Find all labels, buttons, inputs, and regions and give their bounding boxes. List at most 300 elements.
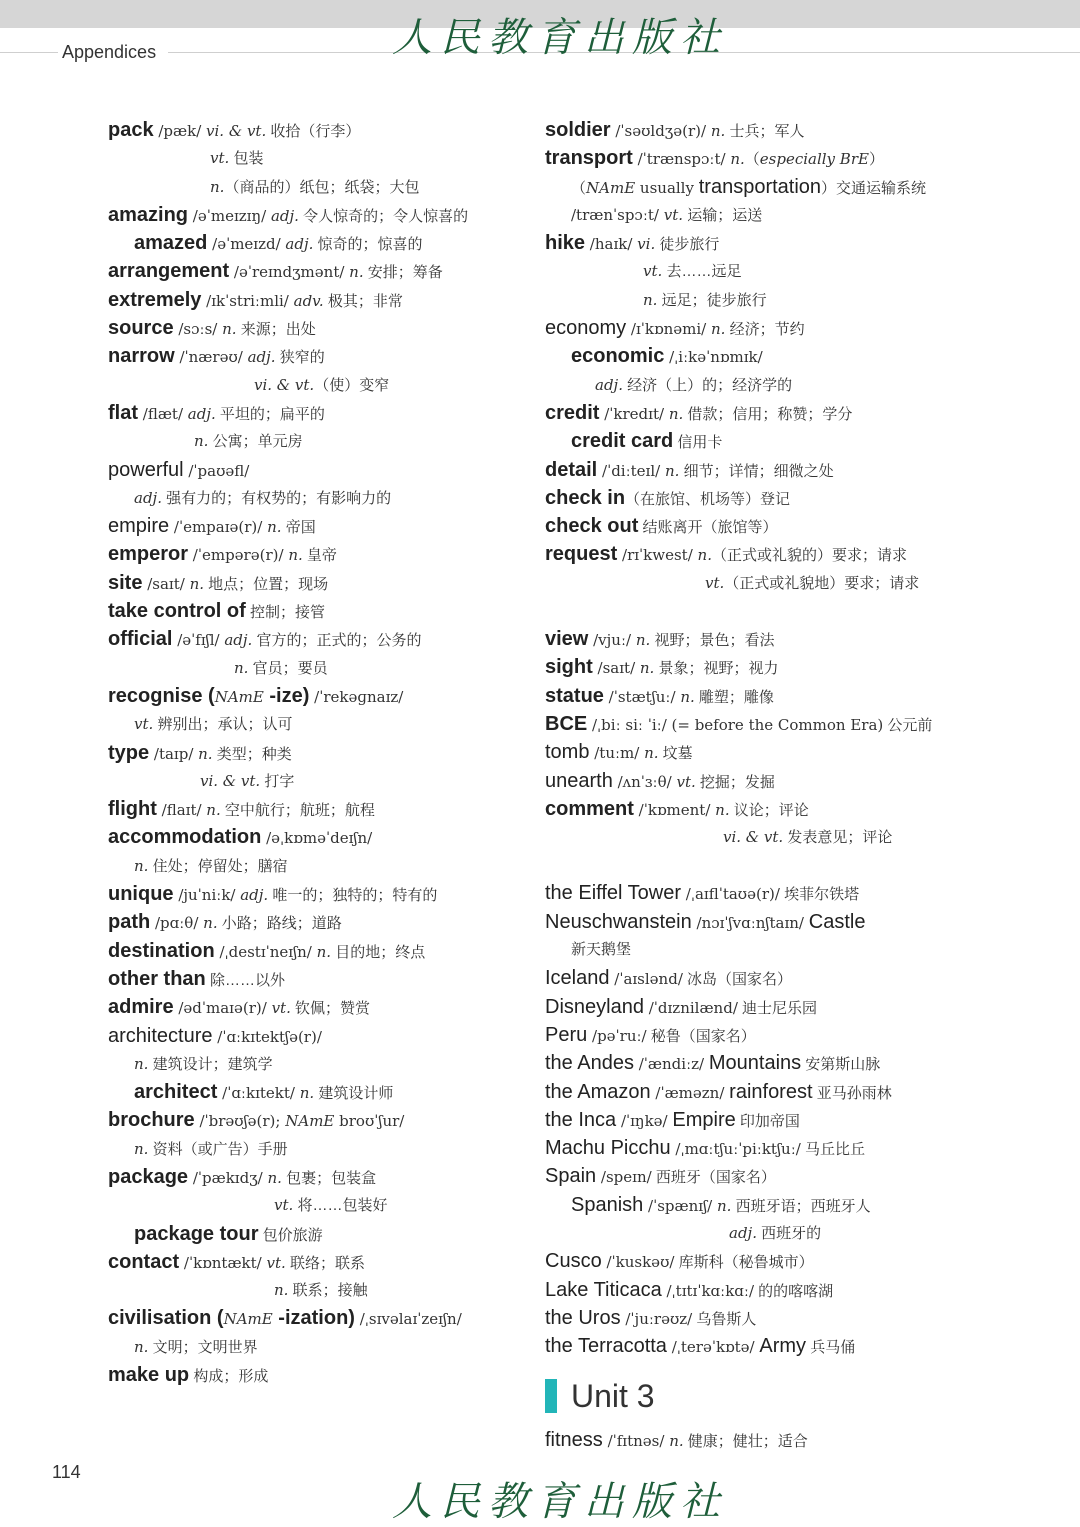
glossary-entry xyxy=(108,852,528,880)
phonetic: /əˌkɒməˈdeɪʃn/ xyxy=(261,829,373,848)
headword: economic xyxy=(571,345,665,368)
glossary-entry xyxy=(108,512,528,540)
entry-spacer xyxy=(545,597,1045,625)
headword: Spanish xyxy=(571,1193,644,1216)
glossary-entry xyxy=(545,314,1045,342)
glossary-entry xyxy=(545,144,1045,172)
glossary-entry xyxy=(545,879,1045,907)
glossary-entry xyxy=(545,1219,1045,1247)
phonetic: /ˈændiːz/ xyxy=(633,1055,709,1074)
phonetic: /saɪt/ xyxy=(142,574,190,593)
glossary-entry xyxy=(108,767,528,795)
headword: the Eiffel Tower xyxy=(545,882,682,905)
headword: path xyxy=(108,911,151,934)
glossary-entry xyxy=(545,342,1045,370)
headword: source xyxy=(108,317,174,340)
part-of-speech: vt. xyxy=(643,262,663,281)
part-of-speech: NAmE xyxy=(285,1112,335,1131)
part-of-speech: especially BrE xyxy=(759,150,869,169)
glossary-entry xyxy=(545,1247,1045,1275)
phonetic: /ʌnˈɜːθ/ xyxy=(612,772,677,791)
phonetic: /ˈempərə(r)/ xyxy=(188,546,289,565)
headword: tomb xyxy=(545,741,590,764)
part-of-speech: vi. xyxy=(637,235,656,254)
glossary-entry xyxy=(108,795,528,823)
part-of-speech: NAmE xyxy=(223,1310,273,1329)
phonetic: /tuːm/ xyxy=(589,744,645,763)
glossary-entry xyxy=(108,569,528,597)
definition: 经济；节约 xyxy=(725,321,805,339)
definition: （ xyxy=(571,179,587,197)
phonetic: /trænˈspɔːt/ xyxy=(571,205,664,224)
headword: pack xyxy=(108,119,154,141)
part-of-speech: n. xyxy=(635,631,651,650)
headword: transport xyxy=(545,147,633,170)
glossary-entry xyxy=(545,1332,1045,1360)
glossary-entry xyxy=(545,1021,1045,1049)
headword: rainforest xyxy=(729,1080,813,1103)
headword: detail xyxy=(545,458,598,481)
definition: 亚马孙雨林 xyxy=(812,1084,892,1102)
glossary-entry xyxy=(108,399,528,427)
definition: 健康；健壮；适合 xyxy=(683,1433,808,1451)
headword: powerful xyxy=(108,458,184,481)
headword: accommodation xyxy=(108,826,262,849)
part-of-speech: n. xyxy=(134,1337,149,1356)
entry-spacer xyxy=(545,851,1045,879)
headword: flight xyxy=(108,798,157,821)
definition: 联系；接触 xyxy=(288,1282,368,1300)
glossary-entry xyxy=(545,682,1045,710)
phonetic: /flaɪt/ xyxy=(156,801,207,820)
headword: credit xyxy=(545,401,600,424)
headword: ( xyxy=(211,1307,224,1330)
definition: 除……以外 xyxy=(205,971,285,989)
glossary-entry xyxy=(108,993,528,1021)
phonetic: /ˈempaɪə(r)/ xyxy=(169,518,268,537)
definition: 类型；种类 xyxy=(212,745,292,763)
part-of-speech: n. xyxy=(206,801,221,820)
glossary-entry xyxy=(545,569,1045,597)
part-of-speech: n. xyxy=(644,744,659,763)
definition: ）交通运输系统 xyxy=(821,179,927,197)
headword: site xyxy=(108,571,143,594)
phonetic: /əˈmeɪzd/ xyxy=(207,235,286,254)
headword: brochure xyxy=(108,1109,195,1132)
phonetic: /ˈkuskəʊ/ xyxy=(601,1253,675,1272)
glossary-entry xyxy=(108,710,528,738)
definition: （正式或礼貌地）要求；请求 xyxy=(724,574,920,592)
headword: BCE xyxy=(545,712,588,735)
part-of-speech: vi. & vt. xyxy=(200,771,261,790)
part-of-speech: n. xyxy=(234,658,249,677)
headword: unique xyxy=(108,883,174,906)
glossary-entry xyxy=(108,1050,528,1078)
definition: 马丘比丘 xyxy=(800,1141,865,1159)
glossary-entry xyxy=(108,229,528,257)
headword: Iceland xyxy=(545,967,610,990)
definition: 埃菲尔铁塔 xyxy=(779,886,860,904)
headword: empire xyxy=(108,515,170,538)
definition: 运输；运送 xyxy=(683,206,763,224)
headword: Castle xyxy=(808,910,866,933)
definition: 视野；景色；看法 xyxy=(650,632,775,650)
headword: amazing xyxy=(108,203,189,226)
headword: amazed xyxy=(134,232,208,255)
headword: the Inca xyxy=(545,1108,617,1131)
definition: 地点；位置；现场 xyxy=(204,575,329,593)
part-of-speech: n. xyxy=(222,320,237,339)
phonetic: /ˌbiː siː ˈiː/ (= before the Common Era) xyxy=(587,715,884,734)
definition: 景象；视野；视力 xyxy=(654,660,779,678)
glossary-entry xyxy=(108,201,528,229)
glossary-entry xyxy=(545,1049,1045,1077)
part-of-speech: n. xyxy=(643,290,658,309)
definition: 包裹；包装盒 xyxy=(281,1169,377,1187)
part-of-speech: vi. & vt. xyxy=(206,122,267,140)
phonetic: /ˈfɪtnəs/ xyxy=(602,1432,670,1451)
phonetic: /flæt/ xyxy=(138,404,188,423)
headword: Peru xyxy=(545,1023,588,1046)
phonetic: /ˌterəˈkɒtə/ xyxy=(666,1338,760,1357)
headword: Spain xyxy=(545,1165,597,1188)
definition: 公寓；单元房 xyxy=(208,433,303,451)
glossary-entry xyxy=(108,1361,528,1389)
definition: 徒步旅行 xyxy=(655,236,720,254)
headword: the Amazon xyxy=(545,1080,651,1103)
phonetic: /sɔːs/ xyxy=(173,320,223,339)
headword: make up xyxy=(108,1364,190,1387)
phonetic: /ˈdɪznilænd/ xyxy=(643,998,738,1017)
headword: check out xyxy=(545,515,639,538)
headword: Lake Titicaca xyxy=(545,1278,662,1301)
glossary-entry xyxy=(545,908,1045,936)
headword: ( xyxy=(202,684,215,707)
glossary-entry xyxy=(108,1078,528,1106)
phonetic: /ˈɪŋkə/ xyxy=(616,1111,673,1130)
part-of-speech: n. xyxy=(194,432,209,451)
part-of-speech: vt. xyxy=(676,772,696,791)
definition: 建筑设计师 xyxy=(314,1085,394,1103)
glossary-entry xyxy=(545,625,1045,653)
glossary-entry xyxy=(108,1191,528,1219)
headword: comment xyxy=(545,797,634,820)
headword: Empire xyxy=(672,1108,736,1131)
section-label: Appendices xyxy=(58,42,168,63)
definition: 信用卡 xyxy=(673,434,723,452)
glossary-entry xyxy=(108,965,528,993)
glossary-entry xyxy=(545,456,1045,484)
phonetic: /ˌiːkəˈnɒmɪk/ xyxy=(664,348,763,367)
unit-accent-bar xyxy=(545,1379,557,1413)
part-of-speech: n. xyxy=(716,1196,732,1215)
definition: 去……远足 xyxy=(662,263,742,281)
phonetic: /ˈkɒment/ xyxy=(633,800,716,819)
definition: 坟墓 xyxy=(658,745,693,763)
phonetic: usually xyxy=(635,178,699,197)
phonetic: /ˈstætʃuː/ xyxy=(603,687,681,706)
headword: narrow xyxy=(108,345,175,368)
part-of-speech: adv. xyxy=(293,291,324,310)
part-of-speech: n. xyxy=(267,518,282,537)
headword: other than xyxy=(108,967,206,990)
phonetic: broʊˈʃur/ xyxy=(334,1112,405,1131)
part-of-speech: n. xyxy=(710,122,726,140)
glossary-entry xyxy=(545,653,1045,681)
phonetic: /pəˈruː/ xyxy=(587,1026,647,1045)
headword: Cusco xyxy=(545,1250,602,1273)
glossary-entry xyxy=(108,908,528,936)
part-of-speech: n. xyxy=(203,914,218,933)
headword: Neuschwanstein xyxy=(545,910,692,933)
headword: statue xyxy=(545,684,604,707)
definition: 控制；接管 xyxy=(245,604,325,622)
definition: 借款；信用；称赞；学分 xyxy=(683,405,853,423)
part-of-speech: n. xyxy=(349,263,364,282)
phonetic: /saɪt/ xyxy=(592,659,640,678)
headword: the Terracotta xyxy=(545,1335,667,1358)
unit-title: Unit 3 xyxy=(571,1377,655,1414)
part-of-speech: adj. xyxy=(285,235,314,254)
headword: -ize) xyxy=(263,684,310,707)
glossary-entry xyxy=(545,371,1045,399)
phonetic: /ˈæməzn/ xyxy=(650,1083,730,1102)
glossary-entry xyxy=(108,342,528,370)
headword: the Andes xyxy=(545,1052,634,1075)
headword: credit card xyxy=(571,430,674,453)
glossary-entry xyxy=(108,1276,528,1304)
phonetic: /ˈbrəʊʃə(r); xyxy=(194,1112,286,1131)
headword: package tour xyxy=(134,1222,259,1245)
glossary-entry xyxy=(545,1276,1045,1304)
glossary-entry xyxy=(545,1426,1045,1454)
glossary-entry xyxy=(108,257,528,285)
phonetic: /pɑːθ/ xyxy=(150,914,204,933)
headword: Mountains xyxy=(708,1052,802,1075)
headword: emperor xyxy=(108,543,189,566)
phonetic: /əˈmeɪzɪŋ/ xyxy=(188,206,271,225)
phonetic: /ˈaɪslənd/ xyxy=(609,970,683,989)
headword: official xyxy=(108,628,173,651)
glossary-entry xyxy=(108,625,528,653)
glossary-entry xyxy=(545,1162,1045,1190)
definition: 发表意见；评论 xyxy=(783,829,893,847)
phonetic: /ˈjuːrəʊz/ xyxy=(620,1309,693,1328)
headword: arrangement xyxy=(108,260,230,283)
part-of-speech: adj. xyxy=(224,631,253,650)
definition: 平坦的；扁平的 xyxy=(215,405,325,423)
phonetic: /haɪk/ xyxy=(585,235,638,254)
definition: 安排；筹备 xyxy=(363,264,443,282)
definition: 空中航行；航班；航程 xyxy=(220,802,375,820)
glossary-entry xyxy=(545,484,1045,512)
part-of-speech: n. xyxy=(134,856,149,875)
definition: 官方的；正式的；公务的 xyxy=(252,632,422,650)
phonetic: /ˈɑːkɪtekt/ xyxy=(217,1084,300,1103)
part-of-speech: n. xyxy=(697,546,712,565)
definition: 议论；评论 xyxy=(729,801,809,819)
definition: 西班牙的 xyxy=(756,1224,822,1242)
part-of-speech: adj. xyxy=(240,886,269,905)
definition: 印加帝国 xyxy=(735,1112,800,1130)
headword: Machu Picchu xyxy=(545,1137,671,1160)
headword: contact xyxy=(108,1250,180,1273)
definition: 兵马俑 xyxy=(806,1339,856,1357)
part-of-speech: n. xyxy=(134,1054,149,1073)
headword: package xyxy=(108,1165,189,1188)
headword: the Uros xyxy=(545,1306,621,1329)
glossary-entry xyxy=(108,371,528,399)
publisher-logo-footer: 人民教育出版社 xyxy=(392,1479,728,1525)
headword: soldier xyxy=(545,119,611,141)
definition: 建筑设计；建筑学 xyxy=(148,1055,273,1073)
glossary-entry xyxy=(545,257,1045,285)
headword: civilisation xyxy=(108,1307,212,1330)
part-of-speech: vt. xyxy=(266,1253,286,1272)
definition: 唯一的；独特的；特有的 xyxy=(268,887,438,905)
definition: （ xyxy=(744,151,760,169)
glossary-left-column xyxy=(108,116,528,1389)
part-of-speech: adj. xyxy=(595,375,623,394)
glossary-entry xyxy=(108,144,528,172)
phonetic: /əˈreɪndʒmənt/ xyxy=(229,263,350,282)
phonetic: /ˌtɪtɪˈkɑːkɑː/ xyxy=(661,1281,754,1300)
part-of-speech: adj. xyxy=(270,206,299,225)
headword: unearth xyxy=(545,769,613,792)
part-of-speech: vt. xyxy=(274,1196,294,1215)
headword: architecture xyxy=(108,1024,213,1047)
definition: （在旅馆、机场等）登记 xyxy=(625,490,791,508)
definition: 挖掘；发掘 xyxy=(695,773,775,791)
definition: 士兵；军人 xyxy=(725,123,805,140)
glossary-entry xyxy=(108,654,528,682)
glossary-entry xyxy=(545,116,1045,144)
headword: flat xyxy=(108,401,138,424)
glossary-entry xyxy=(108,1135,528,1163)
glossary-entry xyxy=(545,1106,1045,1134)
definition: 细节；详情；细微之处 xyxy=(679,462,834,480)
definition: 秘鲁（国家名） xyxy=(646,1027,756,1045)
part-of-speech: n. xyxy=(267,1168,282,1187)
definition: 联络；联系 xyxy=(285,1254,365,1272)
glossary-entry xyxy=(108,1163,528,1191)
definition: 狭窄的 xyxy=(275,349,325,367)
definition: 收拾（行李） xyxy=(266,123,361,140)
phonetic: /ˈnærəʊ/ xyxy=(174,348,248,367)
part-of-speech: n. xyxy=(715,800,730,819)
definition: 目的地；终点 xyxy=(331,943,426,961)
headword: sight xyxy=(545,656,593,679)
publisher-logo: 人民教育出版社 xyxy=(392,15,728,61)
headword: hike xyxy=(545,232,586,255)
headword: Army xyxy=(759,1335,807,1358)
headword: Disneyland xyxy=(545,995,644,1018)
definition: ） xyxy=(868,151,884,169)
glossary-entry xyxy=(545,399,1045,427)
glossary-entry xyxy=(108,484,528,512)
phonetic: /ˌmɑːtʃuːˈpiːktʃuː/ xyxy=(670,1140,801,1159)
unit-heading xyxy=(545,1366,1045,1426)
headword: transportation xyxy=(698,175,822,198)
part-of-speech: vt. xyxy=(705,573,725,592)
definition: 西班牙（国家名） xyxy=(651,1169,776,1187)
phonetic: /ˈsəʊldʒə(r)/ xyxy=(610,122,711,140)
glossary-entry xyxy=(545,1191,1045,1219)
glossary-entry xyxy=(108,1220,528,1248)
definition: 包价旅游 xyxy=(258,1226,323,1244)
definition: 极其；非常 xyxy=(323,292,403,310)
phonetic: /ˈpaʊəfl/ xyxy=(183,461,250,480)
definition: 惊奇的；惊喜的 xyxy=(313,236,423,254)
glossary-entry xyxy=(545,512,1045,540)
glossary-entry xyxy=(545,1134,1045,1162)
part-of-speech: n. xyxy=(198,744,213,763)
phonetic: /ˈtrænspɔːt/ xyxy=(632,150,731,169)
glossary-entry xyxy=(545,964,1045,992)
definition: 远足；徒步旅行 xyxy=(657,291,767,309)
phonetic: /vjuː/ xyxy=(588,631,636,650)
definition: 皇帝 xyxy=(302,547,337,565)
glossary-entry xyxy=(108,116,528,144)
phonetic: /ˈrekəɡnaɪz/ xyxy=(309,687,404,706)
part-of-speech: adj. xyxy=(187,404,216,423)
phonetic: /əˈfɪʃl/ xyxy=(172,631,225,650)
glossary-entry xyxy=(108,682,528,710)
headword: check in xyxy=(545,486,626,509)
definition: 安第斯山脉 xyxy=(801,1056,881,1074)
part-of-speech: NAmE xyxy=(214,687,264,706)
glossary-entry xyxy=(545,1078,1045,1106)
glossary-entry xyxy=(108,880,528,908)
glossary-entry xyxy=(108,823,528,851)
definition: 打字 xyxy=(260,772,295,790)
definition: 的的喀喀湖 xyxy=(754,1282,834,1300)
part-of-speech: n. xyxy=(639,659,655,678)
phonetic: /pæk/ xyxy=(153,122,207,140)
phonetic: /taɪp/ xyxy=(149,744,199,763)
headword: destination xyxy=(108,939,215,962)
glossary-entry xyxy=(108,314,528,342)
part-of-speech: n. xyxy=(664,461,680,480)
phonetic: /ˈkredɪt/ xyxy=(599,404,669,423)
glossary-entry xyxy=(545,767,1045,795)
part-of-speech: n. xyxy=(299,1084,315,1103)
glossary-entry xyxy=(545,710,1045,738)
headword: view xyxy=(545,628,589,651)
phonetic: /ˌaɪflˈtaʊə(r)/ xyxy=(681,885,780,904)
part-of-speech: n. xyxy=(189,574,205,593)
part-of-speech: vt. xyxy=(271,999,291,1018)
glossary-entry xyxy=(545,540,1045,568)
glossary-entry xyxy=(108,739,528,767)
headword: economy xyxy=(545,317,627,340)
headword: architect xyxy=(134,1081,218,1104)
glossary-entry xyxy=(545,229,1045,257)
definition: 迪士尼乐园 xyxy=(737,999,818,1017)
phonetic: /ˈkɒntækt/ xyxy=(179,1253,267,1272)
glossary-entry xyxy=(108,173,528,201)
glossary-entry xyxy=(108,1333,528,1361)
definition: 西班牙语；西班牙人 xyxy=(731,1197,871,1215)
glossary-entry xyxy=(545,795,1045,823)
definition: 小路；路线；道路 xyxy=(217,915,342,933)
part-of-speech: n. xyxy=(288,546,303,565)
headword: extremely xyxy=(108,288,202,311)
part-of-speech: adj. xyxy=(729,1223,757,1242)
headword: admire xyxy=(108,996,174,1019)
part-of-speech: NAmE xyxy=(586,178,636,197)
definition: 来源；出处 xyxy=(236,321,316,339)
